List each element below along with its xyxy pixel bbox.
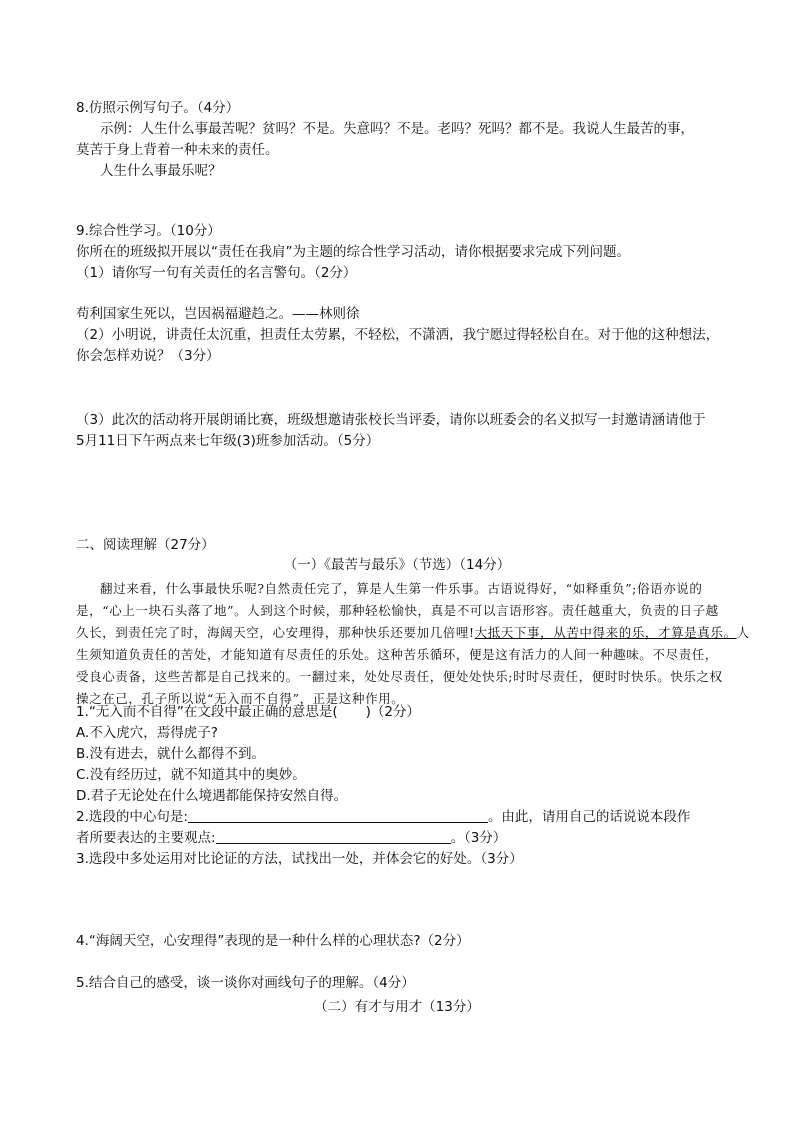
q3: 3.选段中多处运用对比论证的方法，试找出一处，并体会它的好处。（3分） xyxy=(76,851,523,867)
q1-option-c: C.没有经历过，就不知道其中的奥妙。 xyxy=(76,767,306,783)
q4: 4.“海阔天空，心安理得”表现的是一种什么样的心理状态?（2分） xyxy=(76,933,470,949)
q8-title: 8.仿照示例写句子。（4分） xyxy=(76,100,240,116)
section2-heading: 二、阅读理解（27分） xyxy=(76,537,215,553)
q9-sub2-line2: 你会怎样劝说？（3分） xyxy=(76,348,220,364)
q8-example-line2: 莫苦于身上背着一种未来的责任。 xyxy=(76,142,279,158)
part1-title: （一）《最苦与最乐》（节选）（14分） xyxy=(283,557,511,573)
q2-line1 xyxy=(76,808,690,826)
q8-prompt: 人生什么事最乐呢？ xyxy=(100,163,222,179)
q2-viewpoint-blank[interactable] xyxy=(216,829,451,844)
q9-sub3-line2: 5月11日下午两点来七年级(3)班参加活动。（5分） xyxy=(76,433,380,449)
q9-title: 9.综合性学习。（10分） xyxy=(76,223,221,239)
q2-central-sentence-blank[interactable] xyxy=(188,808,488,823)
q1-stem-start: 1.“无入而不自得”在文段中最正确的意思是( xyxy=(76,704,338,720)
q2-continue: 。由此，请用自己的话说说本段作 xyxy=(487,809,691,825)
passage-line-6: 操之在己，孔子所以说“无入而不自得”，正是这种作用。 xyxy=(76,691,405,706)
q1-option-d: D.君子无论处在什么境遇都能保持安然自得。 xyxy=(76,788,348,804)
q9-sub1: （1）请你写一句有关责任的名言警句。（2分） xyxy=(76,265,357,281)
q1-option-b: B.没有进去，就什么都得不到。 xyxy=(76,746,266,762)
underlined-sentence: 大抵天下事，从苦中得来的乐，才算是真乐。 xyxy=(474,625,737,640)
part2-title: （二）有才与用才（13分） xyxy=(314,999,480,1015)
passage-line-3-start: 久长，到责任完了时，海阔天空，心安理得，那种快乐还要加几倍哩! xyxy=(76,625,475,640)
q9-answer1: 苟利国家生死以，岂因祸福避趋之。——林则徐 xyxy=(76,306,360,322)
q1-option-a: A.不入虎穴，焉得虎子? xyxy=(76,725,218,741)
q9-sub3-line1: （3）此次的活动将开展朗诵比赛，班级想邀请张校长当评委，请你以班委会的名义拟写一封邀请涵请他于 xyxy=(76,412,706,428)
passage-line-5: 受良心责备，这些苦都是自己找来的。一翻过来，处处尽责任，便处处快乐;时时尽责任，便时时快乐。快乐之权 xyxy=(76,669,723,684)
q5: 5.结合自己的感受，谈一谈你对画线句子的理解。（4分） xyxy=(76,975,415,991)
passage-line-2: 是，“心上一块石头落了地”。人到这个时候，那种轻松愉快，真是不可以言语形容。责任越重大，负责的日子越 xyxy=(76,603,719,618)
passage-line-1: 翻过来看，什么事最快乐呢?自然责任完了，算是人生第一件乐事。古语说得好，“如释重负”;俗语亦说的 xyxy=(100,581,703,596)
q2-label2: 者所要表达的主要观点: xyxy=(76,830,216,846)
passage-line-3 xyxy=(76,624,750,642)
q2-label: 2.选段的中心句是: xyxy=(76,809,188,825)
q2-score: 。（3分） xyxy=(450,830,507,846)
passage-line-3-end: 人 xyxy=(736,625,750,640)
q2-line2 xyxy=(76,829,506,847)
q9-intro: 你所在的班级拟开展以“责任在我肩”为主题的综合性学习活动，请你根据要求完成下列问题。 xyxy=(76,244,630,260)
passage-line-4: 生须知道负责任的苦处，才能知道有尽责任的乐处。这种苦乐循环，便是这有活力的人间一种趣味。不尽责任， xyxy=(76,647,718,662)
q9-sub2-line1: （2）小明说，讲责任太沉重，担责任太劳累，不轻松，不潇洒，我宁愿过得轻松自在。对于他的这种想法， xyxy=(76,327,720,343)
q8-example-line1: 示例：人生什么事最苦呢？贫吗？不是。失意吗？不是。老吗？死吗？都不是。我说人生最苦的事， xyxy=(100,121,694,137)
q1-stem-end: )（2分） xyxy=(365,704,420,720)
q1-stem xyxy=(76,703,420,721)
